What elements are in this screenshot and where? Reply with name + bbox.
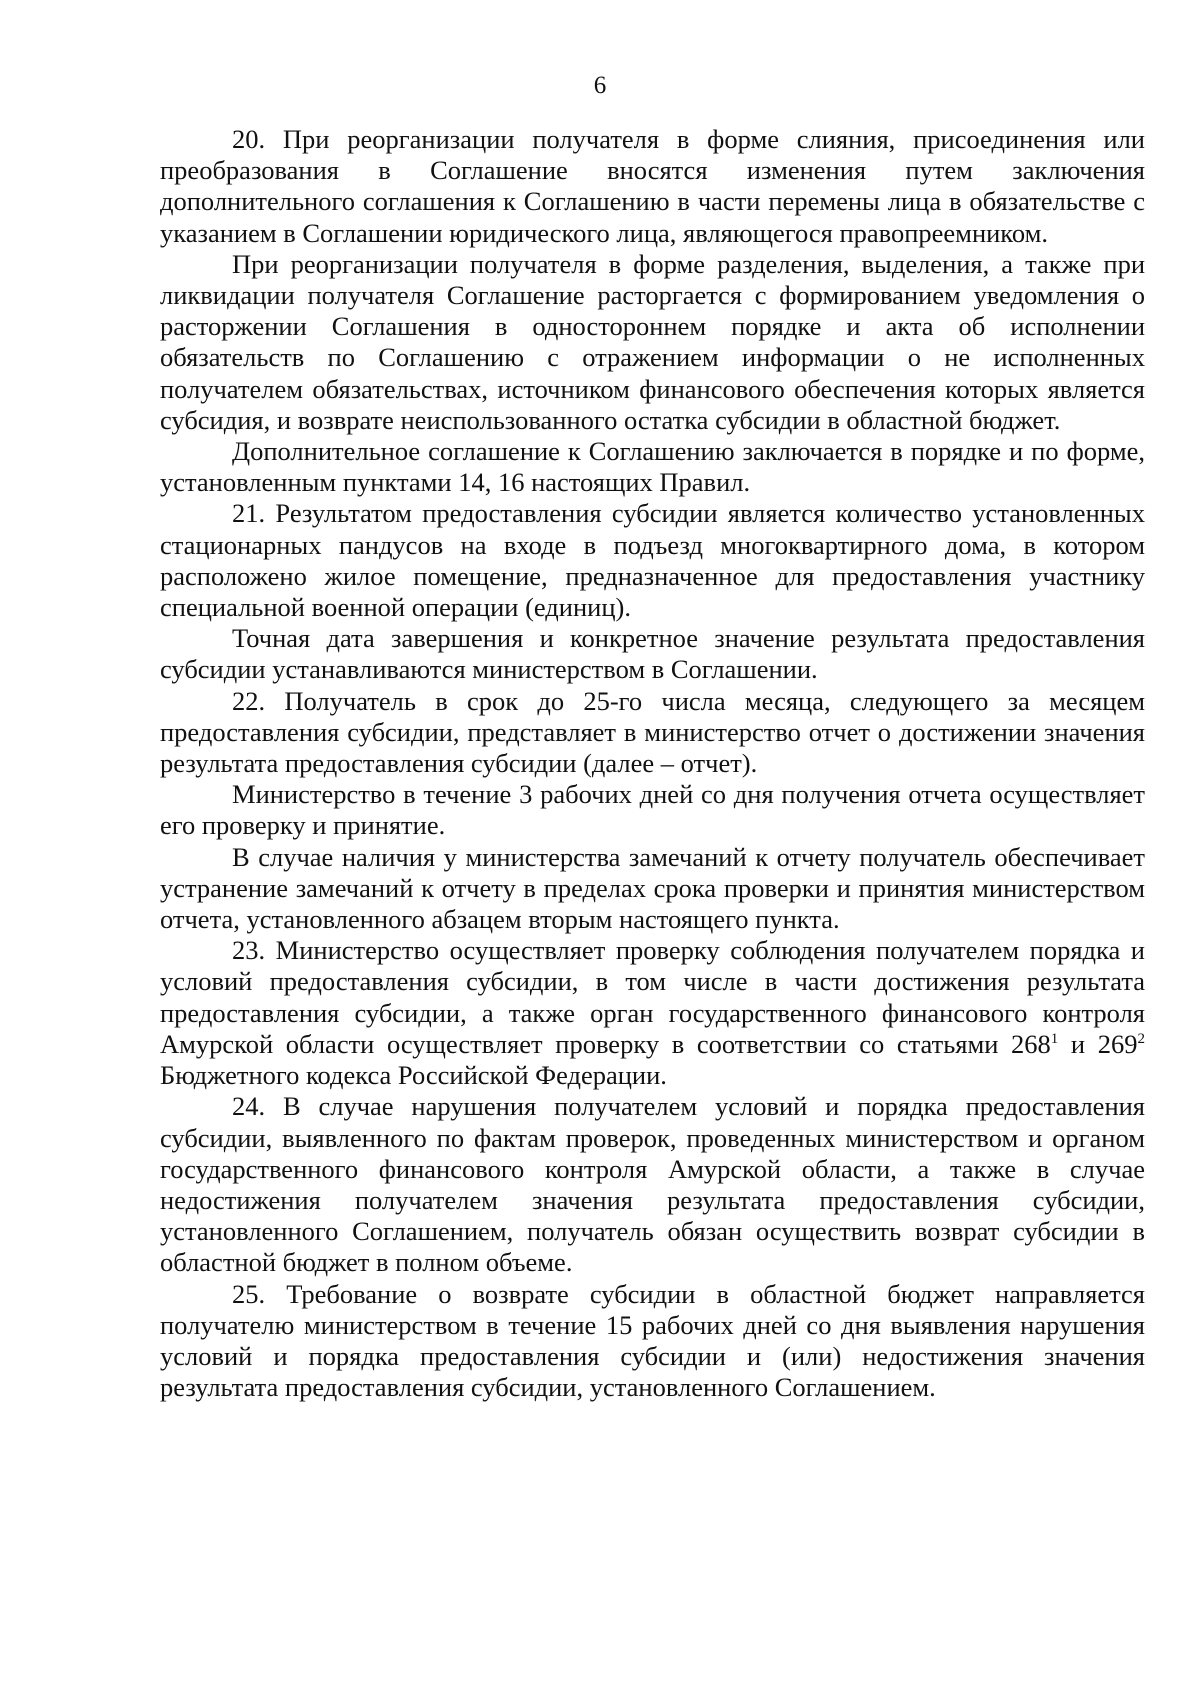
paragraph-23-control: [160, 935, 1145, 1091]
paragraph-25-refund-demand: 25. Требование о возврате субсидии в областной бюджет направляется получателю министерством в течение 15 рабочих дней со дня выявления нарушения условий и порядка предоставления субсидии и (или) недостижения значения результата предоставления субсидии, установленного Соглашением.: [160, 1278, 1145, 1403]
paragraph-21-date: Точная дата завершения и конкретное значение результата предоставления субсидии устанавливаются министерством в Соглашении.: [160, 623, 1145, 685]
superscript-268: 1: [1050, 1030, 1059, 1047]
paragraph-24-violation: 24. В случае нарушения получателем условий и порядка предоставления субсидии, выявленного по фактам проверок, проведенных министерством и органом государственного финансового контроля Амурской области, а также в случае недостижения получателем значения результата предоставления субсидии, установленного Соглашением, получатель обязан осуществить возврат субсидии в областной бюджет в полном объеме.: [160, 1091, 1145, 1278]
paragraph-22-report: 22. Получатель в срок до 25-го числа месяца, следующего за месяцем предоставления субсидии, представляет в министерство отчет о достижении значения результата предоставления субсидии (далее – отчет).: [160, 685, 1145, 779]
paragraph-22-remarks: В случае наличия у министерства замечаний к отчету получатель обеспечивает устранение замечаний к отчету в пределах срока проверки и принятия министерством отчета, установленного абзацем вторым настоящего пункта.: [160, 841, 1145, 935]
paragraph-23-text-middle: и 269: [1058, 1028, 1138, 1059]
page-number: 6: [593, 72, 607, 99]
paragraph-20-merger: 20. При реорганизации получателя в форме слияния, присоединения или преобразования в Соглашение вносятся изменения путем заключения дополнительного соглашения к Соглашению в части перемены лица в обязательстве с указанием в Соглашении юридического лица, являющегося правопреемником.: [160, 124, 1145, 248]
paragraph-23-text-after: Бюджетного кодекса Российской Федерации.: [160, 1060, 667, 1091]
paragraph-21-result: 21. Результатом предоставления субсидии является количество установленных стационарных пандусов на входе в подъезд многоквартирного дома, в котором расположено жилое помещение, предназначенное для предоставления участнику специальной военной операции (единиц).: [160, 498, 1145, 623]
paragraph-20-additional-agreement: Дополнительное соглашение к Соглашению заключается в порядке и по форме, установленным пунктами 14, 16 настоящих Правил.: [160, 436, 1145, 498]
superscript-269: 2: [1137, 1030, 1145, 1047]
paragraph-20-division: При реорганизации получателя в форме разделения, выделения, а также при ликвидации получателя Соглашение расторгается с формированием уведомления о расторжении Соглашения в одностороннем порядке и акта об исполнении обязательств по Соглашению с отражением информации о не исполненных получателем обязательствах, источником финансового обеспечения которых является субсидия, и возврате неиспользованного остатка субсидии в областной бюджет.: [160, 248, 1145, 435]
paragraph-22-review: Министерство в течение 3 рабочих дней со дня получения отчета осуществляет его проверку и принятие.: [160, 779, 1145, 841]
document-body: [160, 124, 1145, 1403]
paragraph-23-text-before: 23. Министерство осуществляет проверку соблюдения получателем порядка и условий предоставления субсидии, в том числе в части достижения результата предоставления субсидии, а также орган государственного финансового контроля Амурской области осуществляет проверку в соответствии со статьями 268: [160, 935, 1145, 1059]
